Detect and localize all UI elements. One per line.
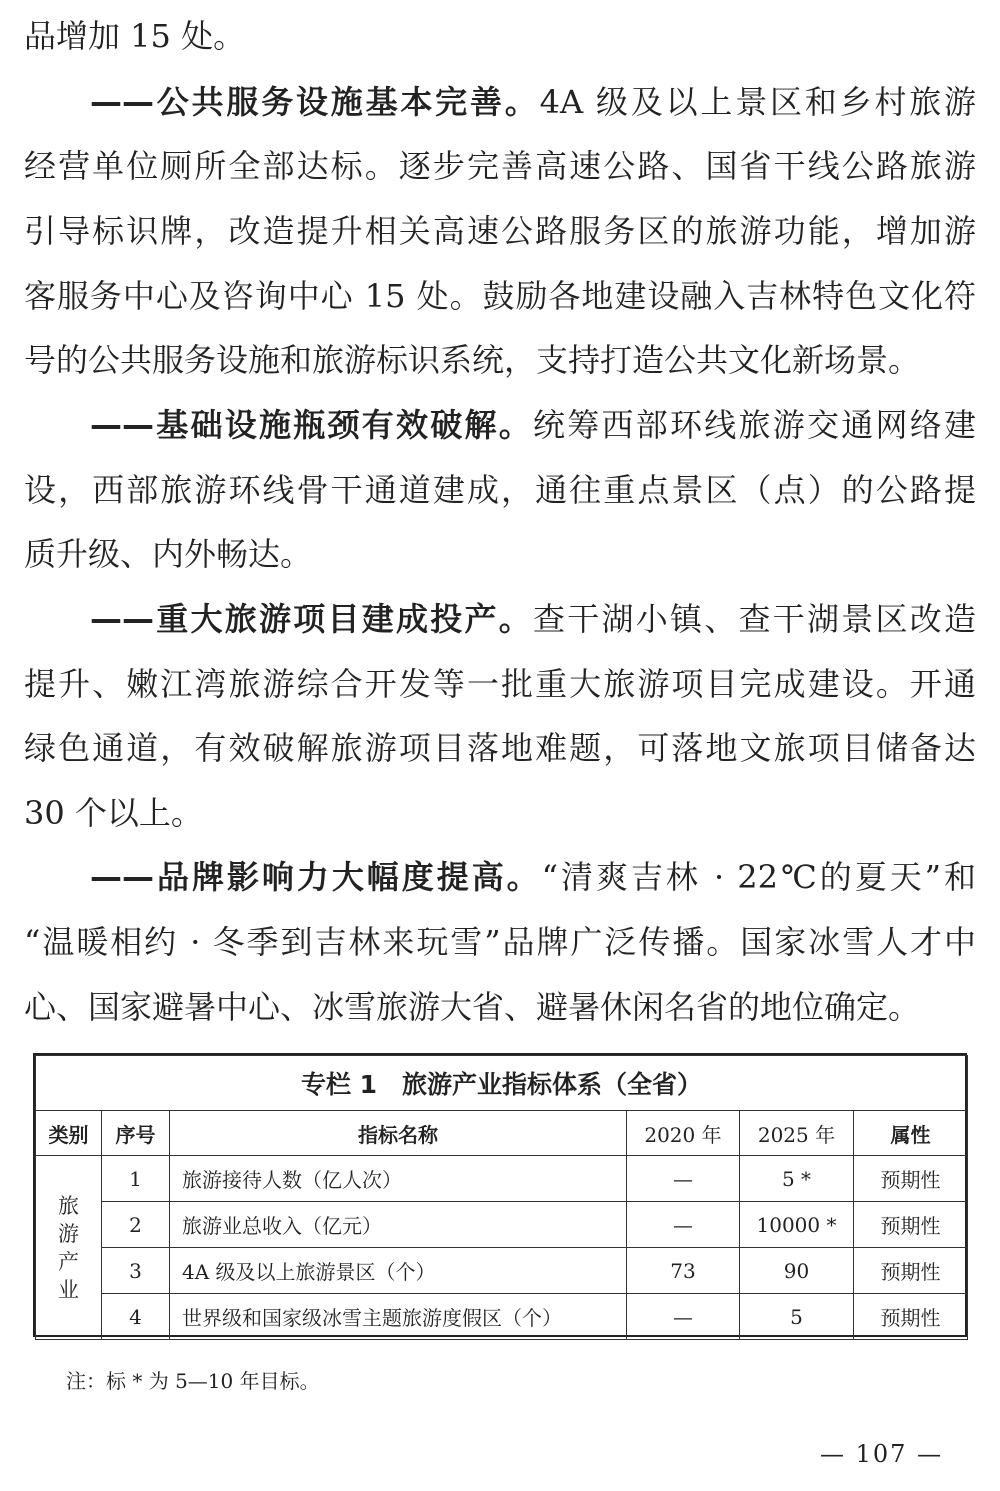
table-row [36,1248,968,1294]
table-cell: 4 [102,1294,170,1340]
text-line: 绿色通道，有效破解旅游项目落地难题，可落地文旅项目储备达 [24,729,976,767]
category-label: 旅游产业 [58,1193,79,1302]
text-line: 质升级、内外畅达。 [24,535,313,573]
text-line: 引导标识牌，改造提升相关高速公路服务区的旅游功能，增加游 [24,212,976,250]
table-cell: 旅游接待人数（亿人次） [170,1156,627,1202]
text-line: 设，西部旅游环线骨干通道建成，通往重点景区（点）的公路提 [24,471,976,509]
text-run: “清爽吉林 · 22℃的夏天”和 [541,858,976,896]
table-cell: 10000 * [740,1202,854,1248]
table-cell: 预期性 [854,1202,968,1248]
column-header: 2025 年 [740,1111,854,1156]
text-line: 经营单位厕所全部达标。逐步完善高速公路、国省干线公路旅游 [24,147,976,185]
column-header: 指标名称 [170,1111,627,1156]
text-line [90,395,976,455]
table-cell: — [627,1294,740,1340]
table-row [36,1202,968,1248]
bullet-heading: ——品牌影响力大幅度提高。 [90,858,542,896]
table-caption: 专栏 1 旅游产业指标体系（全省） [36,1056,968,1111]
table-cell: — [627,1156,740,1202]
text-line: 30 个以上。 [24,794,203,832]
table-cell: 世界级和国家级冰雪主题旅游度假区（个） [170,1294,627,1340]
text-line: 客服务中心及咨询中心 15 处。鼓励各地建设融入吉林特色文化符 [24,277,976,315]
table-cell: 预期性 [854,1156,968,1202]
column-header: 类别 [36,1111,102,1156]
column-header: 序号 [102,1111,170,1156]
table-cell: 5 [740,1294,854,1340]
text-run: 统筹西部环线旅游交通网络建 [533,406,976,444]
table-cell: 2 [102,1202,170,1248]
table-cell: 3 [102,1248,170,1294]
page-number: — 107 — [820,1440,944,1468]
column-header: 2020 年 [627,1111,740,1156]
text-line [90,72,976,132]
text-run: 4A 级及以上景区和乡村旅游 [539,83,976,121]
indicator-table [33,1053,967,1337]
column-header: 属性 [854,1111,968,1156]
table-cell: 90 [740,1248,854,1294]
table-cell: — [627,1202,740,1248]
text-line: 心、国家避暑中心、冰雪旅游大省、避暑休闲名省的地位确定。 [24,988,921,1026]
table-cell: 4A 级及以上旅游景区（个） [170,1248,627,1294]
table-cell: 旅游业总收入（亿元） [170,1202,627,1248]
text-run: 查干湖小镇、查干湖景区改造 [533,600,976,638]
text-line: 品增加 15 处。 [24,17,246,55]
table-row [36,1156,968,1202]
text-line [90,589,976,649]
table-cell: 预期性 [854,1248,968,1294]
text-line: 号的公共服务设施和旅游标识系统，支持打造公共文化新场景。 [24,341,921,379]
table-cell: 预期性 [854,1294,968,1340]
table-note: 注：标 * 为 5—10 年目标。 [66,1369,320,1393]
table-cell: 73 [627,1248,740,1294]
table-row [36,1294,968,1340]
text-line [90,847,976,907]
text-line: “温暖相约 · 冬季到吉林来玩雪”品牌广泛传播。国家冰雪人才中 [24,923,976,961]
text-line: 提升、嫩江湾旅游综合开发等一批重大旅游项目完成建设。开通 [24,665,976,703]
bullet-heading: ——重大旅游项目建成投产。 [90,600,533,638]
bullet-heading: ——公共服务设施基本完善。 [90,83,540,121]
table-cell: 5 * [740,1156,854,1202]
bullet-heading: ——基础设施瓶颈有效破解。 [90,406,533,444]
table-cell: 1 [102,1156,170,1202]
category-cell [36,1156,102,1340]
